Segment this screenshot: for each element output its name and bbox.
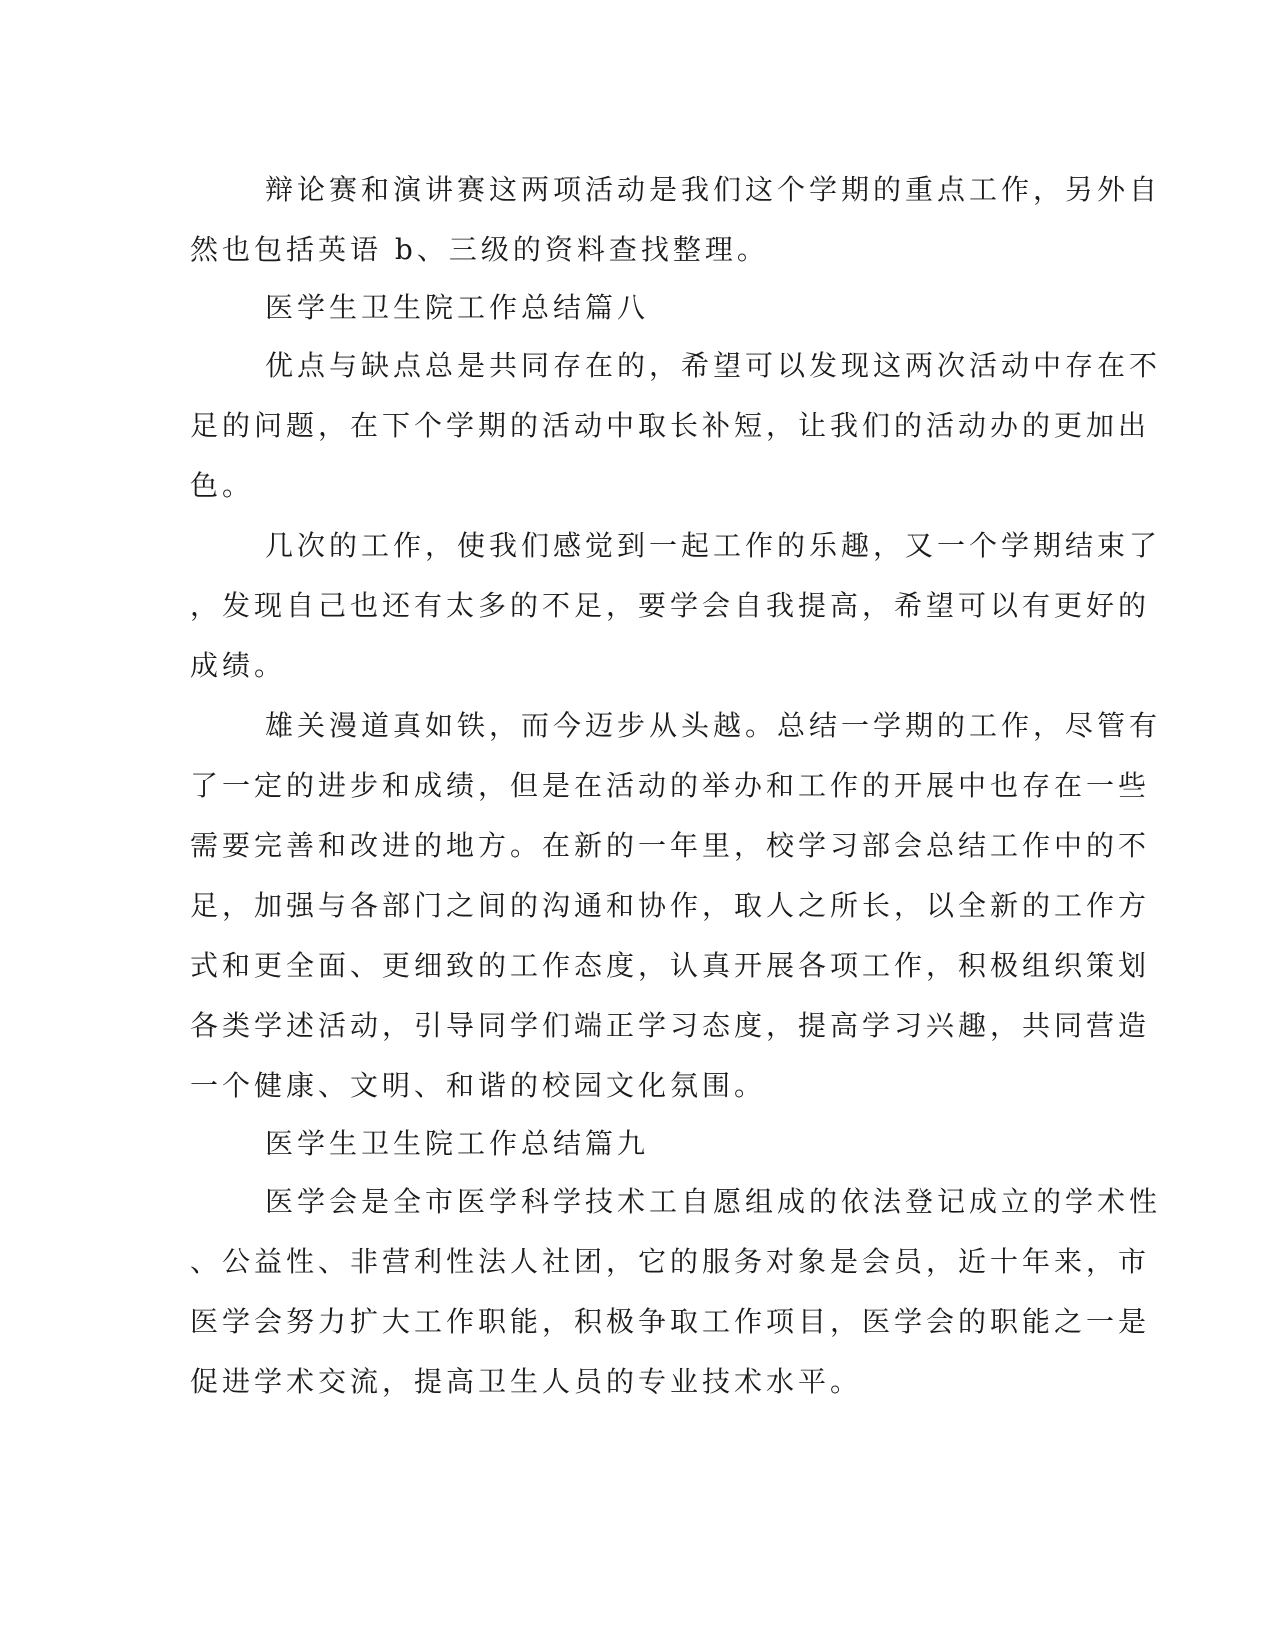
paragraph-line: ，发现自己也还有太多的不足，要学会自我提高，希望可以有更好的	[190, 589, 1151, 622]
paragraph-line: 、公益性、非营利性法人社团，它的服务对象是会员，近十年来，市	[190, 1245, 1151, 1278]
section-heading: 医学生卫生院工作总结篇九	[265, 1127, 650, 1160]
paragraph-line: 几次的工作，使我们感觉到一起工作的乐趣，又一个学期结束了	[265, 529, 1162, 562]
paragraph-line: 一个健康、文明、和谐的校园文化氛围。	[190, 1069, 767, 1102]
paragraph-line: 足的问题，在下个学期的活动中取长补短，让我们的活动办的更加出	[190, 409, 1151, 442]
paragraph-line: 色。	[190, 469, 255, 502]
paragraph-line: 式和更全面、更细致的工作态度，认真开展各项工作，积极组织策划	[190, 949, 1151, 982]
paragraph-line: 了一定的进步和成绩，但是在活动的举办和工作的开展中也存在一些	[190, 769, 1151, 802]
paragraph-line: 需要完善和改进的地方。在新的一年里，校学习部会总结工作中的不	[190, 829, 1151, 862]
paragraph-line: 促进学术交流，提高卫生人员的专业技术水平。	[190, 1365, 863, 1398]
paragraph-line: 医学会是全市医学科学技术工自愿组成的依法登记成立的学术性	[265, 1185, 1162, 1218]
paragraph-line: 各类学述活动，引导同学们端正学习态度，提高学习兴趣，共同营造	[190, 1009, 1151, 1042]
paragraph-line: 成绩。	[190, 649, 287, 682]
paragraph-line: 优点与缺点总是共同存在的，希望可以发现这两次活动中存在不	[265, 349, 1162, 382]
paragraph-line: 医学会努力扩大工作职能，积极争取工作项目，医学会的职能之一是	[190, 1305, 1151, 1338]
paragraph-line: 足，加强与各部门之间的沟通和协作，取人之所长，以全新的工作方	[190, 889, 1151, 922]
paragraph-line: 雄关漫道真如铁，而今迈步从头越。总结一学期的工作，尽管有	[265, 709, 1162, 742]
paragraph-line: 然也包括英语 b、三级的资料查找整理。	[190, 233, 769, 266]
section-heading: 医学生卫生院工作总结篇八	[265, 291, 650, 324]
paragraph-line: 辩论赛和演讲赛这两项活动是我们这个学期的重点工作，另外自	[265, 173, 1162, 206]
document-body	[190, 160, 1162, 1412]
